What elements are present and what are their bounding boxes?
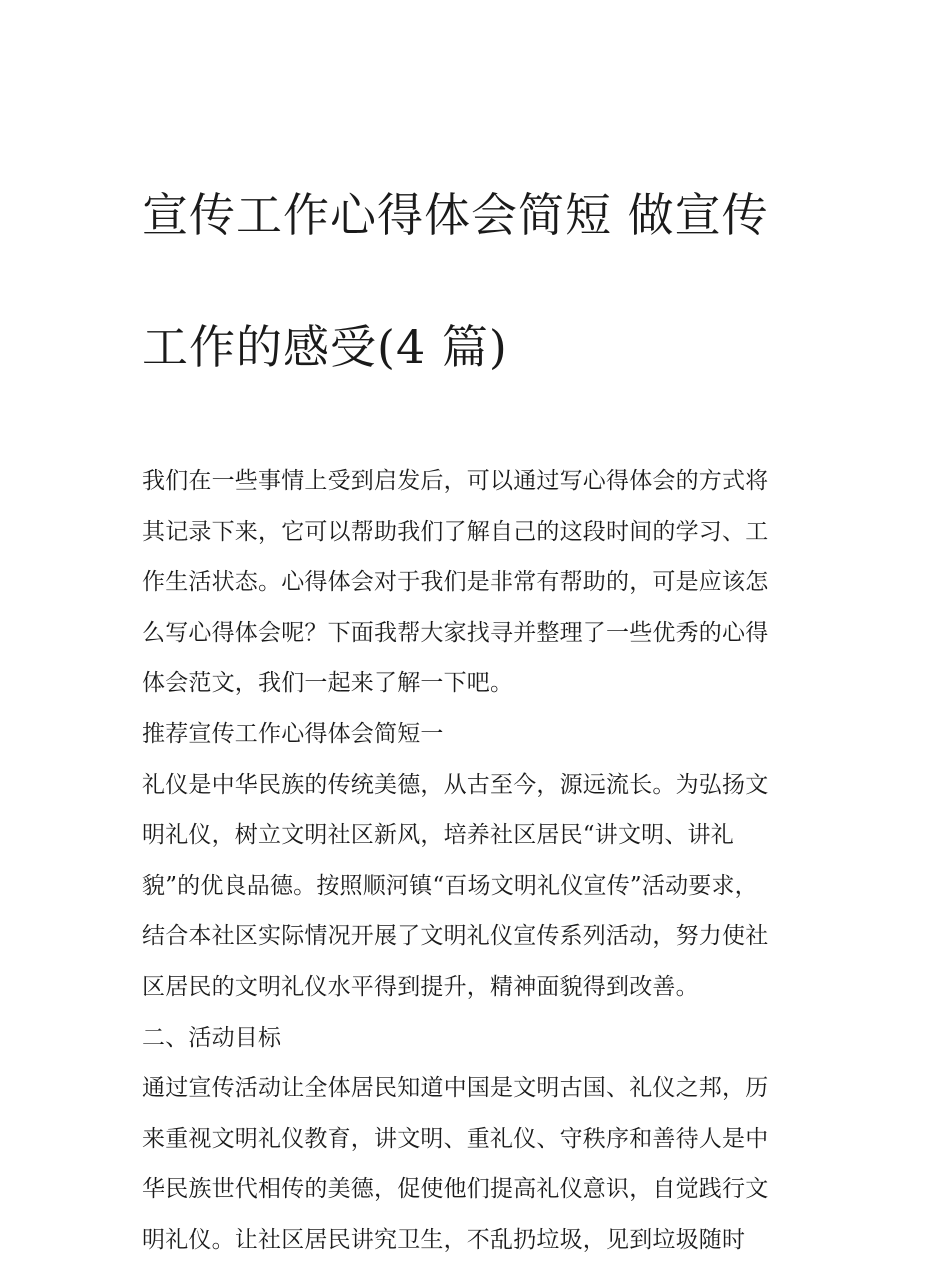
text-line: 貌”的优良品德。按照顺河镇“百场文明礼仪宣传”活动要求， bbox=[142, 872, 758, 899]
text-line: 么写心得体会呢？下面我帮大家找寻并整理了一些优秀的心得 bbox=[142, 619, 769, 646]
text-line: 通过宣传活动让全体居民知道中国是文明古国、礼仪之邦，历 bbox=[142, 1075, 769, 1102]
text-line: 来重视文明礼仪教育，讲文明、重礼仪、守秩序和善待人是中 bbox=[142, 1125, 769, 1152]
text-line: 体会范文，我们一起来了解一下吧。 bbox=[142, 670, 514, 697]
text-line: 礼仪是中华民族的传统美德，从古至今，源远流长。为弘扬文 bbox=[142, 771, 769, 798]
text-line: 其记录下来，它可以帮助我们了解自己的这段时间的学习、工 bbox=[142, 518, 769, 545]
text-line: 结合本社区实际情况开展了文明礼仪宣传系列活动，努力使社 bbox=[142, 923, 769, 950]
section-heading: 二、活动目标 bbox=[142, 1024, 282, 1051]
title-line-1: 宣传工作心得体会简短 做宣传 bbox=[142, 188, 769, 242]
document-page bbox=[142, 116, 822, 1266]
document-title bbox=[142, 116, 822, 446]
text-line: 华民族世代相传的美德，促使他们提高礼仪意识，自觉践行文 bbox=[142, 1176, 769, 1203]
title-line-2: 工作的感受(4 篇) bbox=[142, 320, 508, 374]
document-body bbox=[142, 456, 822, 1266]
text-line: 明礼仪。让社区居民讲究卫生，不乱扔垃圾，见到垃圾随时 bbox=[142, 1226, 746, 1253]
section-heading: 推荐宣传工作心得体会简短一 bbox=[142, 720, 444, 747]
text-line: 明礼仪，树立文明社区新风，培养社区居民“讲文明、讲礼 bbox=[142, 822, 734, 849]
text-line: 我们在一些事情上受到启发后，可以通过写心得体会的方式将 bbox=[142, 468, 769, 494]
text-line: 区居民的文明礼仪水平得到提升，精神面貌得到改善。 bbox=[142, 973, 699, 1000]
text-line: 作生活状态。心得体会对于我们是非常有帮助的，可是应该怎 bbox=[142, 569, 769, 596]
